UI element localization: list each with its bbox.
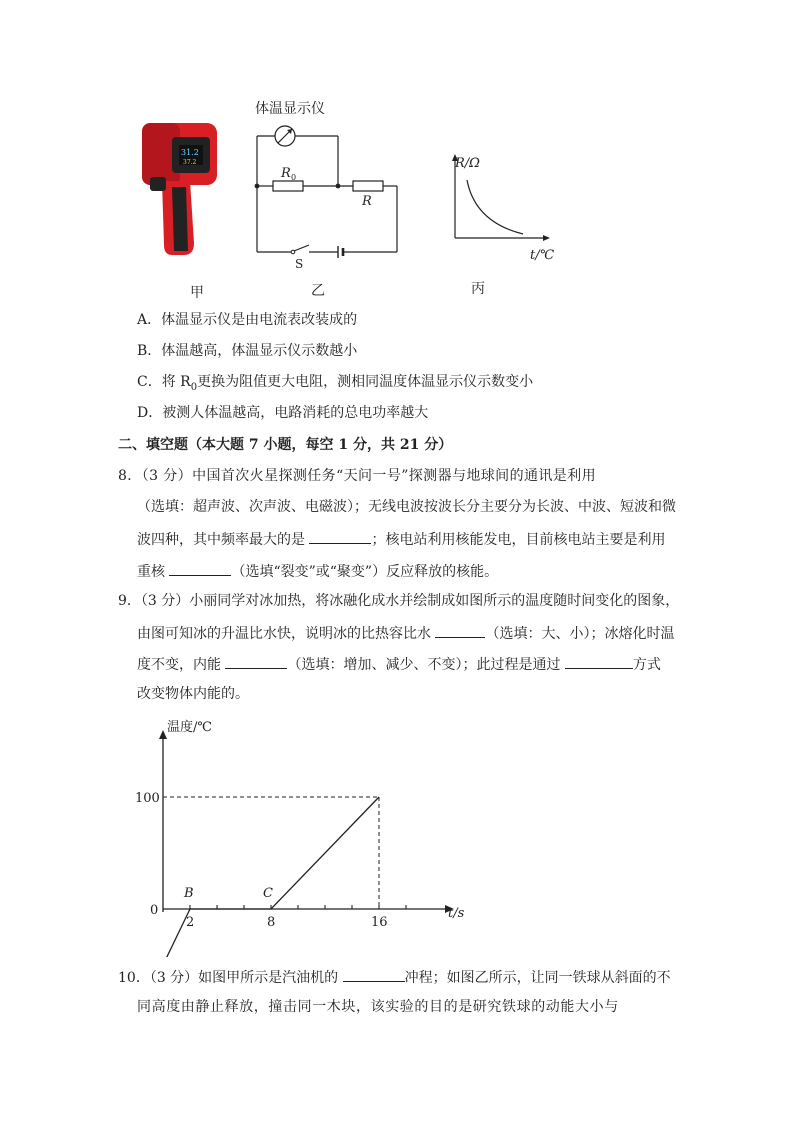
thermometer-reading-2: 37.2: [183, 159, 197, 166]
q9-blank-1[interactable]: [435, 622, 485, 638]
x-axis-label: t/s: [448, 906, 465, 921]
x-tick-label-8: 8: [267, 915, 276, 930]
q8-blank-2[interactable]: [309, 528, 371, 544]
q9-line3: 度不变，内能 （选填：增加、减少、不变）；此过程是通过 方式: [137, 653, 661, 675]
circuit-diagram: [245, 95, 415, 275]
y-axis-arrow: [159, 730, 167, 739]
r-label: R: [362, 194, 372, 209]
q9-blank-2[interactable]: [225, 653, 287, 669]
y-tick-label-100: 100: [135, 791, 160, 806]
section-title: 二、填空题（本大题 7 小题，每空 1 分，共 21 分）: [118, 437, 453, 453]
q9-line4: 改变物体内能的。: [137, 686, 249, 702]
q10-blank-1[interactable]: [343, 966, 405, 982]
display-meter-label: 体温显示仪: [255, 101, 325, 117]
q9-line2: 由图可知冰的升温比水快，说明冰的比热容比水 （选填：大、小）；冰熔化时温: [137, 622, 674, 644]
q9-line1: 9．（3 分）小丽同学对冰加热，将冰融化成水并绘制成如图所示的温度随时间变化的图象，: [118, 593, 680, 609]
point-label-B: B: [184, 886, 194, 901]
q9-blank-3[interactable]: [565, 653, 633, 669]
option-a: A．体温显示仪是由电流表改装成的: [137, 312, 358, 328]
y-axis-label: 温度/℃: [167, 720, 212, 735]
r0-subscript: 0: [291, 173, 297, 182]
temperature-series-line: [163, 797, 379, 957]
point-label-C: C: [263, 886, 273, 901]
switch-label: S: [295, 257, 304, 271]
caption-bing: 丙: [471, 281, 485, 297]
temperature-time-chart: [130, 712, 480, 957]
caption-yi: 乙: [311, 283, 325, 299]
thermometer-gun-image: [130, 115, 225, 265]
resistance-curve: [467, 180, 523, 234]
option-d: D．被测人体温越高，电路消耗的总电功率越大: [137, 405, 429, 421]
q8-line1: 8．（3 分）中国首次火星探测任务“天问一号”探测器与地球间的通讯是利用: [118, 468, 596, 484]
q8-blank-3[interactable]: [169, 560, 231, 576]
option-b: B．体温越高，体温显示仪示数越小: [137, 343, 358, 359]
x-tick-label-2: 2: [186, 915, 195, 930]
resistance-temperature-graph: [445, 150, 565, 265]
caption-jia: 甲: [190, 285, 204, 301]
switch-symbol: [294, 245, 309, 251]
graph-y-label: R/Ω: [455, 156, 480, 171]
q8-line2: （选填：超声波、次声波、电磁波）；无线电波按波长分主要分为长波、中波、短波和微: [137, 499, 676, 515]
option-c: C．将 $R_0$更换为阻值更大电阻，测相同温度体温显示仪示数变小: [137, 374, 534, 393]
r0-label: R: [281, 166, 291, 181]
q10-line2: 同高度由静止释放，撞击同一木块，该实验的目的是研究铁球的动能大小与: [137, 999, 619, 1015]
x-tick-label-16: 16: [371, 915, 388, 930]
r-resistor: [353, 181, 383, 191]
q8-line3: 波四种，其中频率最大的是 ；核电站利用核能发电，目前核电站主要是利用: [137, 528, 665, 550]
graph-x-label: t/℃: [530, 248, 555, 263]
r0-resistor: [273, 181, 303, 191]
y-tick-label-0: 0: [150, 903, 159, 918]
thermometer-reading-1: 31.2: [181, 148, 199, 157]
q10-line1: 10．（3 分）如图甲所示是汽油机的 冲程；如图乙所示，让同一铁球从斜面的不: [118, 966, 671, 988]
q8-line4: 重核 （选填“裂变”或“聚变”）反应释放的核能。: [137, 560, 498, 582]
